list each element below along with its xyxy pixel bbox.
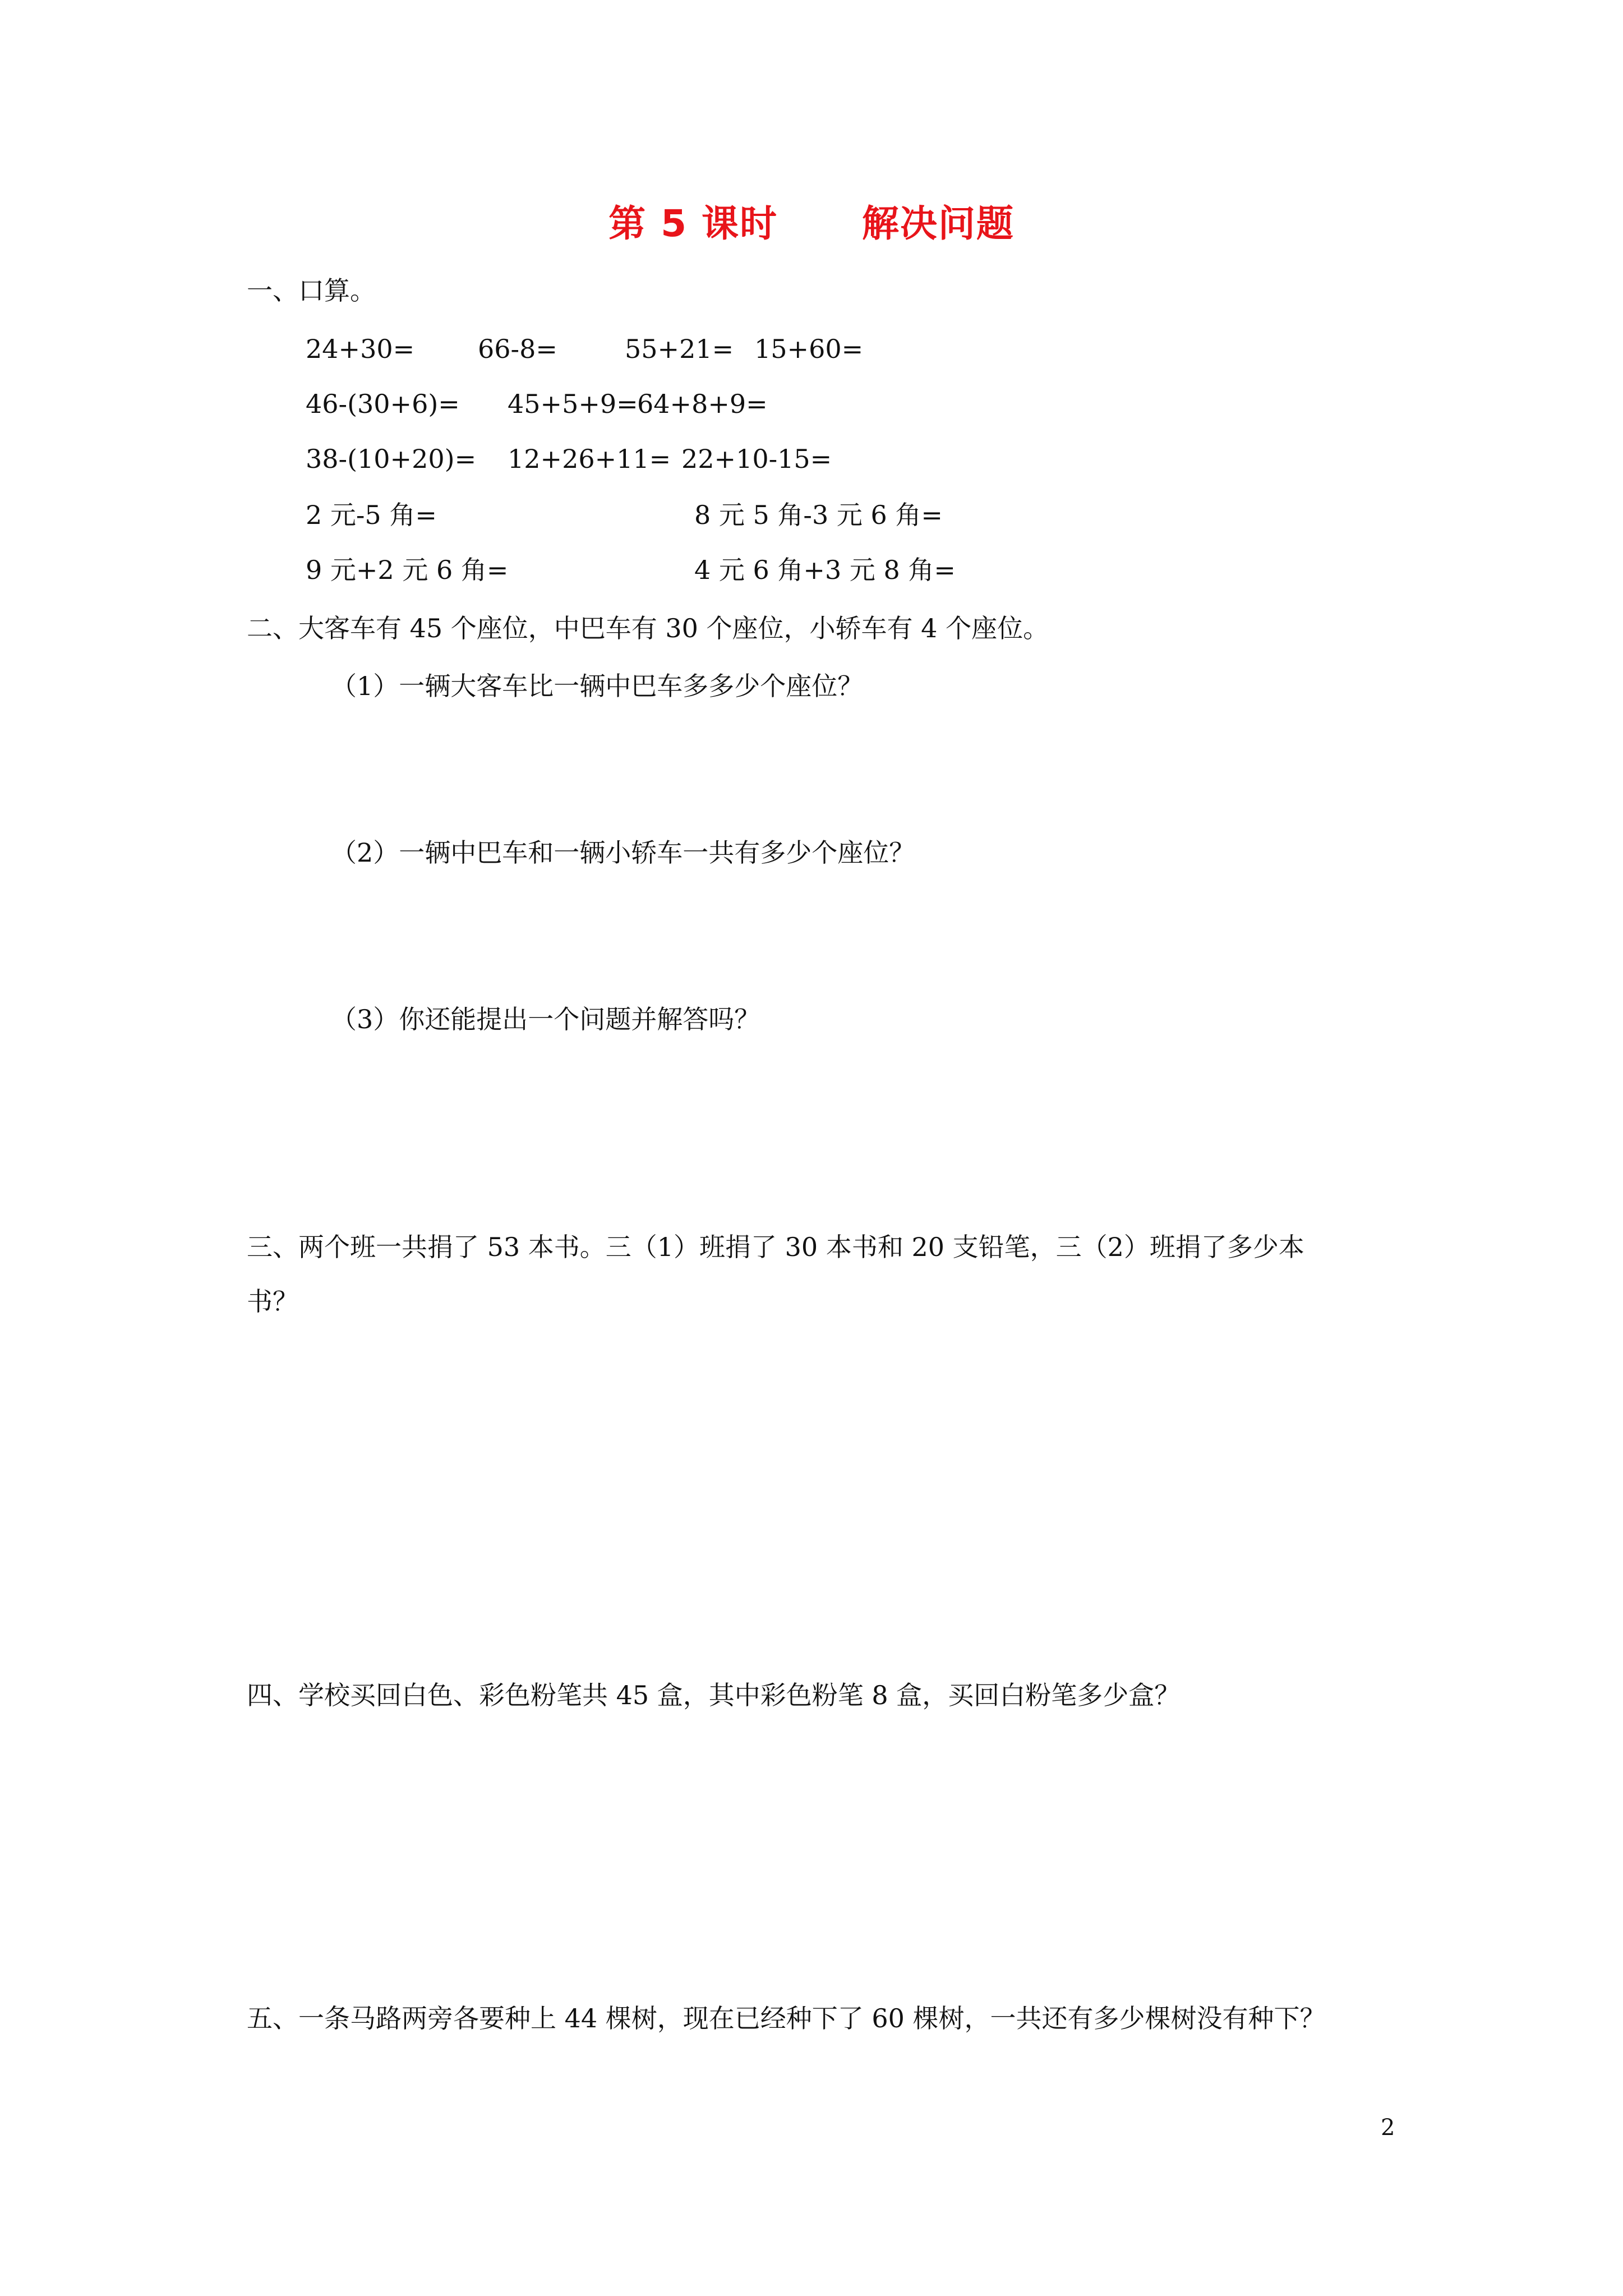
calc-item: 46-(30+6)= xyxy=(306,389,460,419)
calc-item: 38-(10+20)= xyxy=(306,444,477,474)
calc-item: 66-8= xyxy=(478,334,557,364)
section-3-line-2: 书？ xyxy=(247,1286,298,1317)
calc-item: 24+30= xyxy=(306,334,415,364)
question-item: （3）你还能提出一个问题并解答吗？ xyxy=(331,1004,760,1034)
calc-item: 64+8+9= xyxy=(637,389,768,419)
calc-item: 55+21= xyxy=(625,334,734,364)
section-3-line-1: 三、两个班一共捐了 53 本书。三（1）班捐了 30 本书和 20 支铅笔，三（2）班捐了多少本 xyxy=(247,1232,1304,1262)
section-1-heading: 一、口算。 xyxy=(247,275,376,306)
section-2-heading: 二、大客车有 45 个座位，中巴车有 30 个座位，小轿车有 4 个座位。 xyxy=(247,613,1049,643)
calc-item: 8 元 5 角-3 元 6 角= xyxy=(694,500,943,530)
calc-item: 9 元+2 元 6 角= xyxy=(306,555,509,585)
calc-item: 15+60= xyxy=(754,334,864,364)
section-4-heading: 四、学校买回白色、彩色粉笔共 45 盒，其中彩色粉笔 8 盒，买回白粉笔多少盒？ xyxy=(247,1680,1181,1710)
calc-item: 45+5+9= xyxy=(508,389,638,419)
section-5-heading: 五、一条马路两旁各要种上 44 棵树，现在已经种下了 60 棵树，一共还有多少棵树没有种下？ xyxy=(247,2003,1326,2033)
calc-item: 12+26+11= xyxy=(508,444,671,474)
page-title: 第 5 课时 解决问题 xyxy=(608,202,1015,245)
calc-item: 4 元 6 角+3 元 8 角= xyxy=(694,555,956,585)
question-item: （1）一辆大客车比一辆中巴车多多少个座位？ xyxy=(331,671,864,701)
calc-item: 2 元-5 角= xyxy=(306,500,437,530)
question-item: （2）一辆中巴车和一辆小轿车一共有多少个座位？ xyxy=(331,838,915,868)
calc-item: 22+10-15= xyxy=(681,444,832,474)
page-number: 2 xyxy=(1381,2115,1395,2141)
